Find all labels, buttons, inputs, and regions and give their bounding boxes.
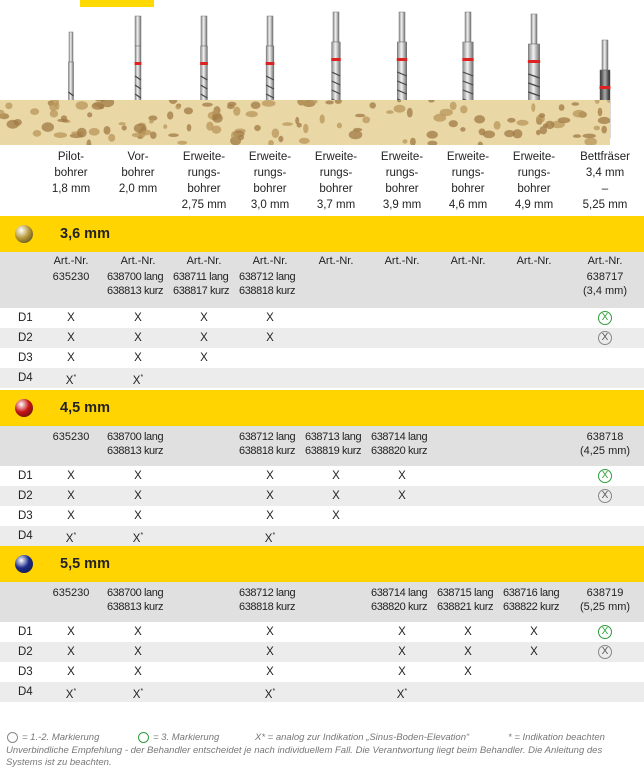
- indication-mark: X: [266, 470, 274, 482]
- art-nr-cell: 638716 lang 638822 kurz: [503, 587, 560, 613]
- density-row-D3: [0, 506, 644, 526]
- legend-gray-marker: = 1.-2. Markierung: [22, 732, 100, 743]
- density-row-D3: [0, 348, 644, 368]
- density-row-D1: [0, 308, 644, 328]
- indication-mark: X*: [132, 688, 144, 701]
- art-nr-cell: 635230: [52, 271, 90, 283]
- art-nr-header: Art.-Nr.: [516, 255, 552, 267]
- art-nr-cell: 638712 lang 638818 kurz: [239, 271, 296, 297]
- art-nr-cell: 638711 lang 638817 kurz: [173, 271, 230, 297]
- indication-mark: X: [266, 646, 274, 658]
- density-label: D2: [18, 490, 33, 502]
- art-nr-header: Art.-Nr.: [186, 255, 222, 267]
- top-accent-bar: [80, 0, 154, 7]
- indication-mark: X: [67, 332, 75, 344]
- indication-mark: X: [134, 510, 142, 522]
- gray-marker-icon: X: [598, 489, 612, 503]
- drill-header-4: Erweite- rungs- bohrer 3,0 mm: [248, 151, 292, 211]
- indication-mark: X: [332, 470, 340, 482]
- art-nr-header: Art.-Nr.: [450, 255, 486, 267]
- indication-mark: X: [398, 626, 406, 638]
- density-label: D1: [18, 470, 33, 482]
- density-label: D3: [18, 510, 33, 522]
- indication-mark: X: [200, 332, 208, 344]
- indication-mark: X: [134, 312, 142, 324]
- indication-mark: X: [398, 470, 406, 482]
- art-nr-header: Art.-Nr.: [384, 255, 420, 267]
- indication-mark: X*: [132, 374, 144, 387]
- density-row-D1: [0, 622, 644, 642]
- art-nr-header: Art.-Nr.: [587, 255, 623, 267]
- art-nr-cell: 638718 (4,25 mm): [579, 431, 631, 457]
- indication-mark: X: [266, 490, 274, 502]
- density-label: D4: [18, 686, 33, 698]
- indication-mark: X: [464, 626, 472, 638]
- green-marker-icon: X: [598, 469, 612, 483]
- density-label: D4: [18, 530, 33, 542]
- art-nr-header: Art.-Nr.: [120, 255, 156, 267]
- density-label: D3: [18, 666, 33, 678]
- density-row-D4: [0, 368, 644, 388]
- diameter-ball-icon: [15, 225, 33, 243]
- indication-mark: X: [67, 352, 75, 364]
- art-nr-cell: 635230: [52, 431, 90, 443]
- density-row-D2: [0, 328, 644, 348]
- density-row-D2: [0, 486, 644, 506]
- drill-header-3: Erweite- rungs- bohrer 2,75 mm: [181, 151, 227, 211]
- density-label: D2: [18, 646, 33, 658]
- indication-mark: X*: [65, 688, 77, 701]
- art-nr-cell: 638717 (3,4 mm): [583, 271, 627, 297]
- indication-mark: X: [67, 666, 75, 678]
- art-nr-cell: 638700 lang 638813 kurz: [107, 271, 164, 297]
- bone-texture: [0, 100, 610, 145]
- legend-disclaimer: Unverbindliche Empfehlung - der Behandler entscheidet je nach individuellem Fall. Die Verantwortung liegt beim Behandler. Die Anleitung des Systems ist zu beachten.: [6, 745, 603, 768]
- density-label: D1: [18, 312, 33, 324]
- indication-mark: X: [200, 352, 208, 364]
- drill-header-5: Erweite- rungs- bohrer 3,7 mm: [314, 151, 358, 211]
- indication-mark: X: [134, 490, 142, 502]
- density-row-D4: [0, 682, 644, 702]
- indication-mark: X: [134, 470, 142, 482]
- green-marker-icon: [138, 732, 149, 743]
- density-label: D4: [18, 372, 33, 384]
- indication-mark: X: [464, 666, 472, 678]
- gray-marker-icon: X: [598, 645, 612, 659]
- density-row-D1: [0, 466, 644, 486]
- gray-marker-icon: [7, 732, 18, 743]
- legend-asterisk-x: X* = analog zur Indikation „Sinus-Boden-Elevation“: [255, 732, 470, 743]
- indication-mark: X: [266, 510, 274, 522]
- indication-mark: X: [134, 666, 142, 678]
- indication-mark: X*: [396, 688, 408, 701]
- indication-mark: X: [134, 352, 142, 364]
- indication-mark: X*: [132, 532, 144, 545]
- art-nr-cell: 638714 lang 638820 kurz: [371, 431, 428, 457]
- art-nr-cell: 638712 lang 638818 kurz: [239, 587, 296, 613]
- indication-mark: X: [530, 626, 538, 638]
- indication-mark: X: [530, 646, 538, 658]
- indication-mark: X: [332, 490, 340, 502]
- drill-header-9: Bettfräser 3,4 mm – 5,25 mm: [580, 151, 630, 211]
- art-nr-cell: 638700 lang 638813 kurz: [107, 587, 164, 613]
- drill-header-8: Erweite- rungs- bohrer 4,9 mm: [512, 151, 556, 211]
- legend-asterisk: * = Indikation beachten: [508, 732, 605, 743]
- art-nr-cell: 638714 lang 638820 kurz: [371, 587, 428, 613]
- indication-mark: X: [67, 626, 75, 638]
- art-nr-cell: 638719 (5,25 mm): [579, 587, 631, 613]
- section-title: 4,5 mm: [60, 400, 110, 416]
- gray-marker-icon: X: [598, 331, 612, 345]
- indication-mark: X*: [264, 532, 276, 545]
- indication-mark: X: [398, 646, 406, 658]
- density-label: D2: [18, 332, 33, 344]
- indication-mark: X: [398, 490, 406, 502]
- diameter-ball-icon: [15, 399, 33, 417]
- indication-mark: X: [464, 646, 472, 658]
- indication-mark: X*: [65, 374, 77, 387]
- indication-mark: X: [266, 626, 274, 638]
- art-nr-cell: 638715 lang 638821 kurz: [437, 587, 494, 613]
- art-nr-header: Art.-Nr.: [252, 255, 288, 267]
- section-title: 5,5 mm: [60, 556, 110, 572]
- art-nr-header: Art.-Nr.: [53, 255, 89, 267]
- indication-mark: X: [200, 312, 208, 324]
- indication-mark: X: [67, 470, 75, 482]
- indication-mark: X: [134, 332, 142, 344]
- indication-mark: X: [67, 646, 75, 658]
- indication-mark: X: [134, 626, 142, 638]
- drill-header-1: Pilot- bohrer 1,8 mm: [51, 151, 91, 195]
- art-nr-cell: 638700 lang 638813 kurz: [107, 431, 164, 457]
- indication-mark: X*: [65, 532, 77, 545]
- art-nr-header: Art.-Nr.: [318, 255, 354, 267]
- indication-mark: X: [266, 312, 274, 324]
- indication-mark: X: [398, 666, 406, 678]
- density-label: D1: [18, 626, 33, 638]
- indication-mark: X: [332, 510, 340, 522]
- art-nr-cell: 635230: [52, 587, 90, 599]
- green-marker-icon: X: [598, 625, 612, 639]
- indication-mark: X: [67, 510, 75, 522]
- density-row-D4: [0, 526, 644, 546]
- diameter-ball-icon: [15, 555, 33, 573]
- indication-mark: X: [266, 332, 274, 344]
- density-row-D3: [0, 662, 644, 682]
- drill-header-2: Vor- bohrer 2,0 mm: [118, 151, 158, 195]
- art-nr-cell: 638713 lang 638819 kurz: [305, 431, 362, 457]
- density-label: D3: [18, 352, 33, 364]
- legend-green-marker: = 3. Markierung: [153, 732, 220, 743]
- art-nr-cell: 638712 lang 638818 kurz: [239, 431, 296, 457]
- indication-mark: X*: [264, 688, 276, 701]
- indication-mark: X: [134, 646, 142, 658]
- indication-mark: X: [67, 490, 75, 502]
- section-title: 3,6 mm: [60, 226, 110, 242]
- green-marker-icon: X: [598, 311, 612, 325]
- indication-mark: X: [266, 666, 274, 678]
- density-row-D2: [0, 642, 644, 662]
- drill-header-6: Erweite- rungs- bohrer 3,9 mm: [380, 151, 424, 211]
- indication-mark: X: [67, 312, 75, 324]
- drill-header-7: Erweite- rungs- bohrer 4,6 mm: [446, 151, 490, 211]
